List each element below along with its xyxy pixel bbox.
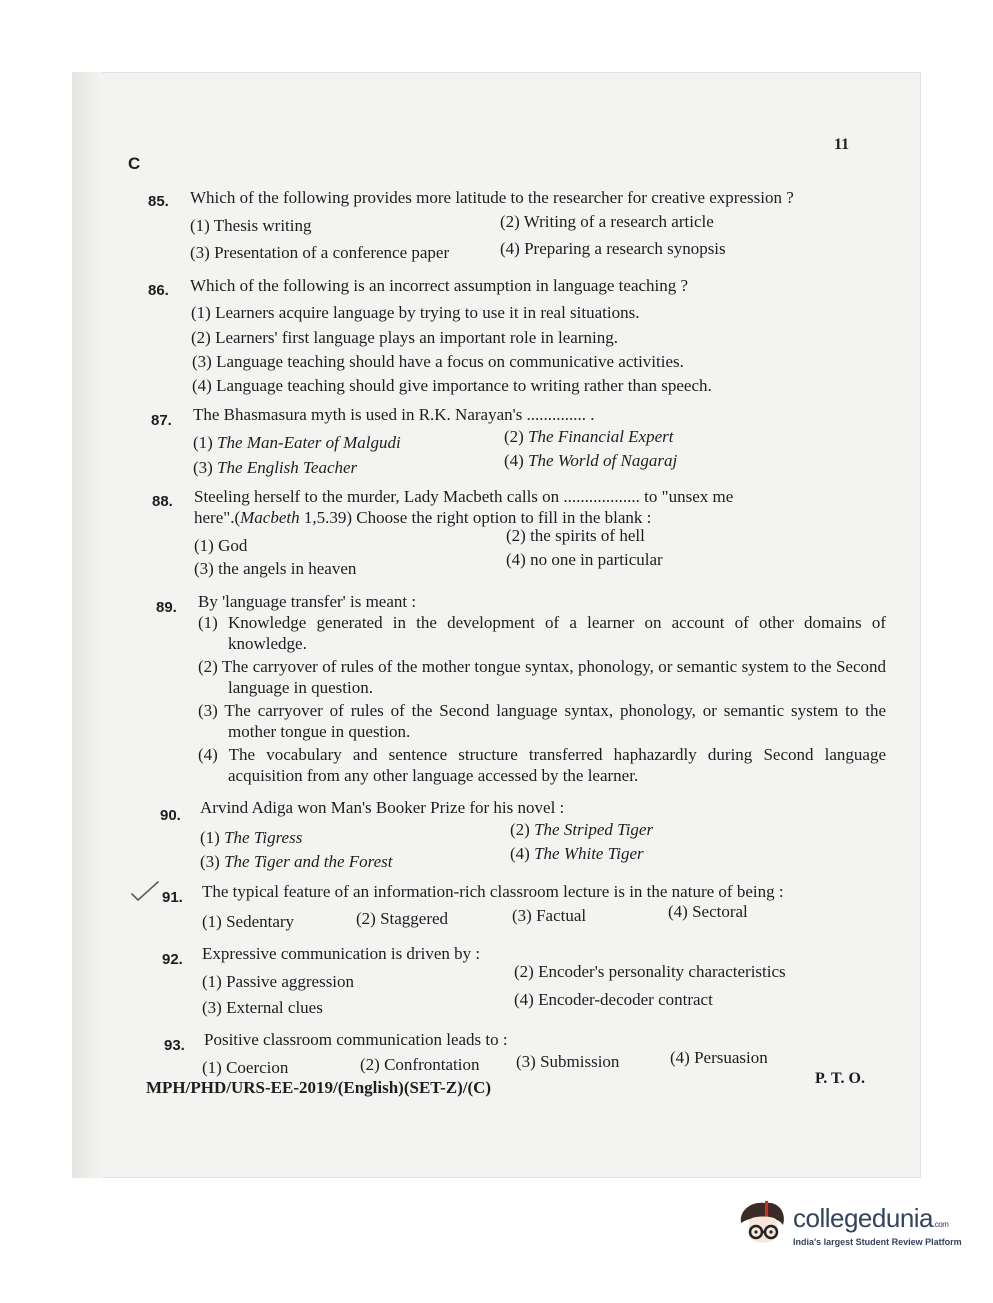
question-text: The Bhasmasura myth is used in R.K. Narayan's .............. . [193,405,595,424]
option-2: (2) Encoder's personality characteristics [514,962,786,981]
pto-label: P. T. O. [815,1070,865,1087]
option-3: (3) Presentation of a conference paper [190,243,450,262]
option-3: (3) Language teaching should have a focus on communicative activities. [192,352,684,371]
option-1: (1) Knowledge generated in the development of a learner on account of other domains of knowledge. [198,613,886,653]
option-1: (1) Coercion [202,1058,289,1077]
option-4: (4) The White Tiger [510,844,644,863]
question-number: 86. [148,282,169,299]
page-number: 11 [834,136,850,153]
option-3: (3) the angels in heaven [194,559,357,578]
page-edge-shadow [72,72,102,1178]
question-number: 93. [164,1037,185,1054]
question-number: 87. [151,412,172,429]
set-letter: C [128,154,141,173]
question-text: Which of the following is an incorrect assumption in language teaching ? [190,276,689,295]
option-1: (1) Thesis writing [190,216,312,235]
question-91 [162,876,862,936]
option-2: (2) The carryover of rules of the mother tongue syntax, phonology, or semantic system to the Second language in question. [198,657,886,697]
question-text: The typical feature of an information-rich classroom lecture is in the nature of being : [202,882,784,901]
mascot-icon [735,1197,791,1257]
option-2: (2) Writing of a research article [500,212,714,231]
question-88 [152,482,852,582]
option-4: (4) Preparing a research synopsis [500,239,726,258]
option-4: (4) Persuasion [670,1048,768,1067]
question-text: By 'language transfer' is meant : [198,592,417,611]
option-1: (1) Sedentary [202,912,295,931]
question-text: Expressive communication is driven by : [202,944,481,963]
option-2: (2) Learners' first language plays an important role in learning. [191,328,618,347]
option-3: (3) The carryover of rules of the Second language syntax, phonology, or semantic system to the mother tongue in question. [198,701,886,741]
question-number: 88. [152,493,173,510]
question-87 [151,403,851,483]
option-4: (4) The vocabulary and sentence structure transferred haphazardly during Second language acquisition from any other language accessed by the learner. [198,745,886,785]
question-number: 90. [160,807,181,824]
option-2: (2) The Financial Expert [504,427,674,446]
option-3: (3) The Tiger and the Forest [200,852,393,871]
brand-name: collegedunia.com [793,1203,949,1233]
question-number: 89. [156,599,177,616]
question-text: Which of the following provides more latitude to the researcher for creative expression ? [190,188,794,207]
option-4: (4) Language teaching should give importance to writing rather than speech. [192,376,712,395]
question-92 [162,942,862,1022]
collegedunia-logo [735,1195,965,1257]
option-3: (3) External clues [202,998,323,1017]
question-number: 91. [162,889,183,906]
question-85 [148,186,848,266]
option-3: (3) Factual [512,906,587,925]
option-3: (3) The English Teacher [193,458,358,477]
question-89 [156,590,886,790]
question-86 [148,274,848,399]
option-1: (1) Learners acquire language by trying to use it in real situations. [191,303,640,322]
question-number: 92. [162,951,183,968]
option-1: (1) The Tigress [200,828,303,847]
option-4: (4) no one in particular [506,550,663,569]
question-text-line-2: here".(Macbeth 1,5.39) Choose the right option to fill in the blank : [194,508,652,527]
question-text: Arvind Adiga won Man's Booker Prize for his novel : [200,798,565,817]
paper-code: MPH/PHD/URS-EE-2019/(English)(SET-Z)/(C) [146,1078,492,1097]
option-2: (2) the spirits of hell [506,526,645,545]
question-93 [164,1026,864,1086]
question-text: Positive classroom communication leads to : [204,1030,508,1049]
option-2: (2) The Striped Tiger [510,820,654,839]
brand-tagline: India's largest Student Review Platform [793,1237,962,1247]
option-2: (2) Staggered [356,909,449,928]
option-1: (1) The Man-Eater of Malgudi [193,433,401,452]
option-1: (1) God [194,536,248,555]
question-90 [160,796,860,876]
question-text-line-1: Steeling herself to the murder, Lady Macbeth calls on .................. to "unsex me [194,487,734,506]
checkmark-icon [130,880,160,902]
option-4: (4) Sectoral [668,902,748,921]
option-4: (4) The World of Nagaraj [504,451,678,470]
option-1: (1) Passive aggression [202,972,355,991]
question-number: 85. [148,193,169,210]
option-2: (2) Confrontation [360,1055,480,1074]
option-4: (4) Encoder-decoder contract [514,990,713,1009]
option-3: (3) Submission [516,1052,620,1071]
